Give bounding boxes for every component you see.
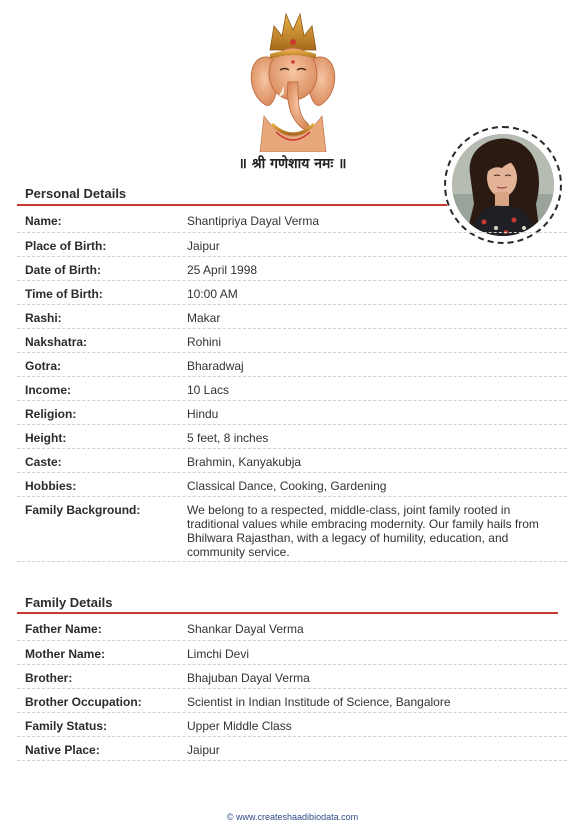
- row-label: Family Status:: [25, 719, 108, 733]
- row-label: Time of Birth:: [25, 287, 103, 301]
- row-label: Income:: [25, 383, 72, 397]
- row-value: Jaipur: [187, 239, 220, 253]
- table-row: [17, 305, 567, 329]
- row-label: Brother Occupation:: [25, 695, 142, 709]
- table-row: [17, 208, 567, 233]
- table-row: [17, 497, 567, 562]
- table-row: [17, 329, 567, 353]
- table-row: [17, 713, 567, 737]
- table-row: [17, 377, 567, 401]
- family-details-table: [17, 616, 567, 761]
- table-row: [17, 353, 567, 377]
- personal-details-table: [17, 208, 567, 562]
- row-value: Scientist in Indian Institude of Science, Bangalore: [187, 695, 451, 709]
- table-row: [17, 616, 567, 641]
- row-label: Native Place:: [25, 743, 100, 757]
- row-label: Rashi:: [25, 311, 62, 325]
- table-row: [17, 281, 567, 305]
- row-value: 5 feet, 8 inches: [187, 431, 269, 445]
- mantra-text: ॥ श्री गणेशाय नमः ॥: [238, 156, 347, 172]
- row-value: Limchi Devi: [187, 647, 250, 661]
- row-value: Jaipur: [187, 743, 220, 757]
- row-value: Bharadwaj: [187, 359, 244, 373]
- row-label: Brother:: [25, 671, 73, 685]
- table-row: [17, 641, 567, 665]
- table-row: [17, 737, 567, 761]
- row-value: 25 April 1998: [187, 263, 258, 277]
- row-value: 10:00 AM: [187, 287, 238, 301]
- table-row: [17, 257, 567, 281]
- ganesha-icon: [242, 6, 344, 152]
- row-label: Hobbies:: [25, 479, 77, 493]
- row-label: Religion:: [25, 407, 77, 421]
- row-value: Brahmin, Kanyakubja: [187, 455, 302, 469]
- table-row: [17, 233, 567, 257]
- row-label: Father Name:: [25, 622, 102, 636]
- row-value: We belong to a respected, middle-class, joint family rooted in traditional values while embracing modernity. Our family hails from Bhilwara Rajasthan, with a legacy of humility, education, and community service.: [187, 503, 539, 559]
- table-row: [17, 473, 567, 497]
- table-row: [17, 449, 567, 473]
- row-label: Gotra:: [25, 359, 61, 373]
- row-value: Shantipriya Dayal Verma: [187, 214, 320, 228]
- table-row: [17, 425, 567, 449]
- row-label: Date of Birth:: [25, 263, 101, 277]
- footer-link[interactable]: © www.createshaadibiodata.com: [226, 812, 359, 822]
- row-value: Classical Dance, Cooking, Gardening: [187, 479, 387, 493]
- row-label: Height:: [25, 431, 67, 445]
- table-row: [17, 401, 567, 425]
- row-value: Bhajuban Dayal Verma: [187, 671, 310, 685]
- row-label: Caste:: [25, 455, 62, 469]
- row-value: Rohini: [187, 335, 222, 349]
- row-label: Nakshatra:: [25, 335, 88, 349]
- family-details-divider: [17, 612, 558, 614]
- personal-details-title: Personal Details: [25, 186, 127, 201]
- row-label: Place of Birth:: [25, 239, 107, 253]
- row-label: Family Background:: [25, 503, 141, 517]
- table-row: [17, 665, 567, 689]
- row-value: Makar: [187, 311, 221, 325]
- row-value: 10 Lacs: [187, 383, 230, 397]
- row-label: Mother Name:: [25, 647, 106, 661]
- personal-details-divider: [17, 204, 447, 206]
- row-value: Upper Middle Class: [187, 719, 292, 733]
- row-label: Name:: [25, 214, 62, 228]
- family-details-title: Family Details: [25, 595, 113, 610]
- row-value: Shankar Dayal Verma: [187, 622, 304, 636]
- row-value: Hindu: [187, 407, 219, 421]
- table-row: [17, 689, 567, 713]
